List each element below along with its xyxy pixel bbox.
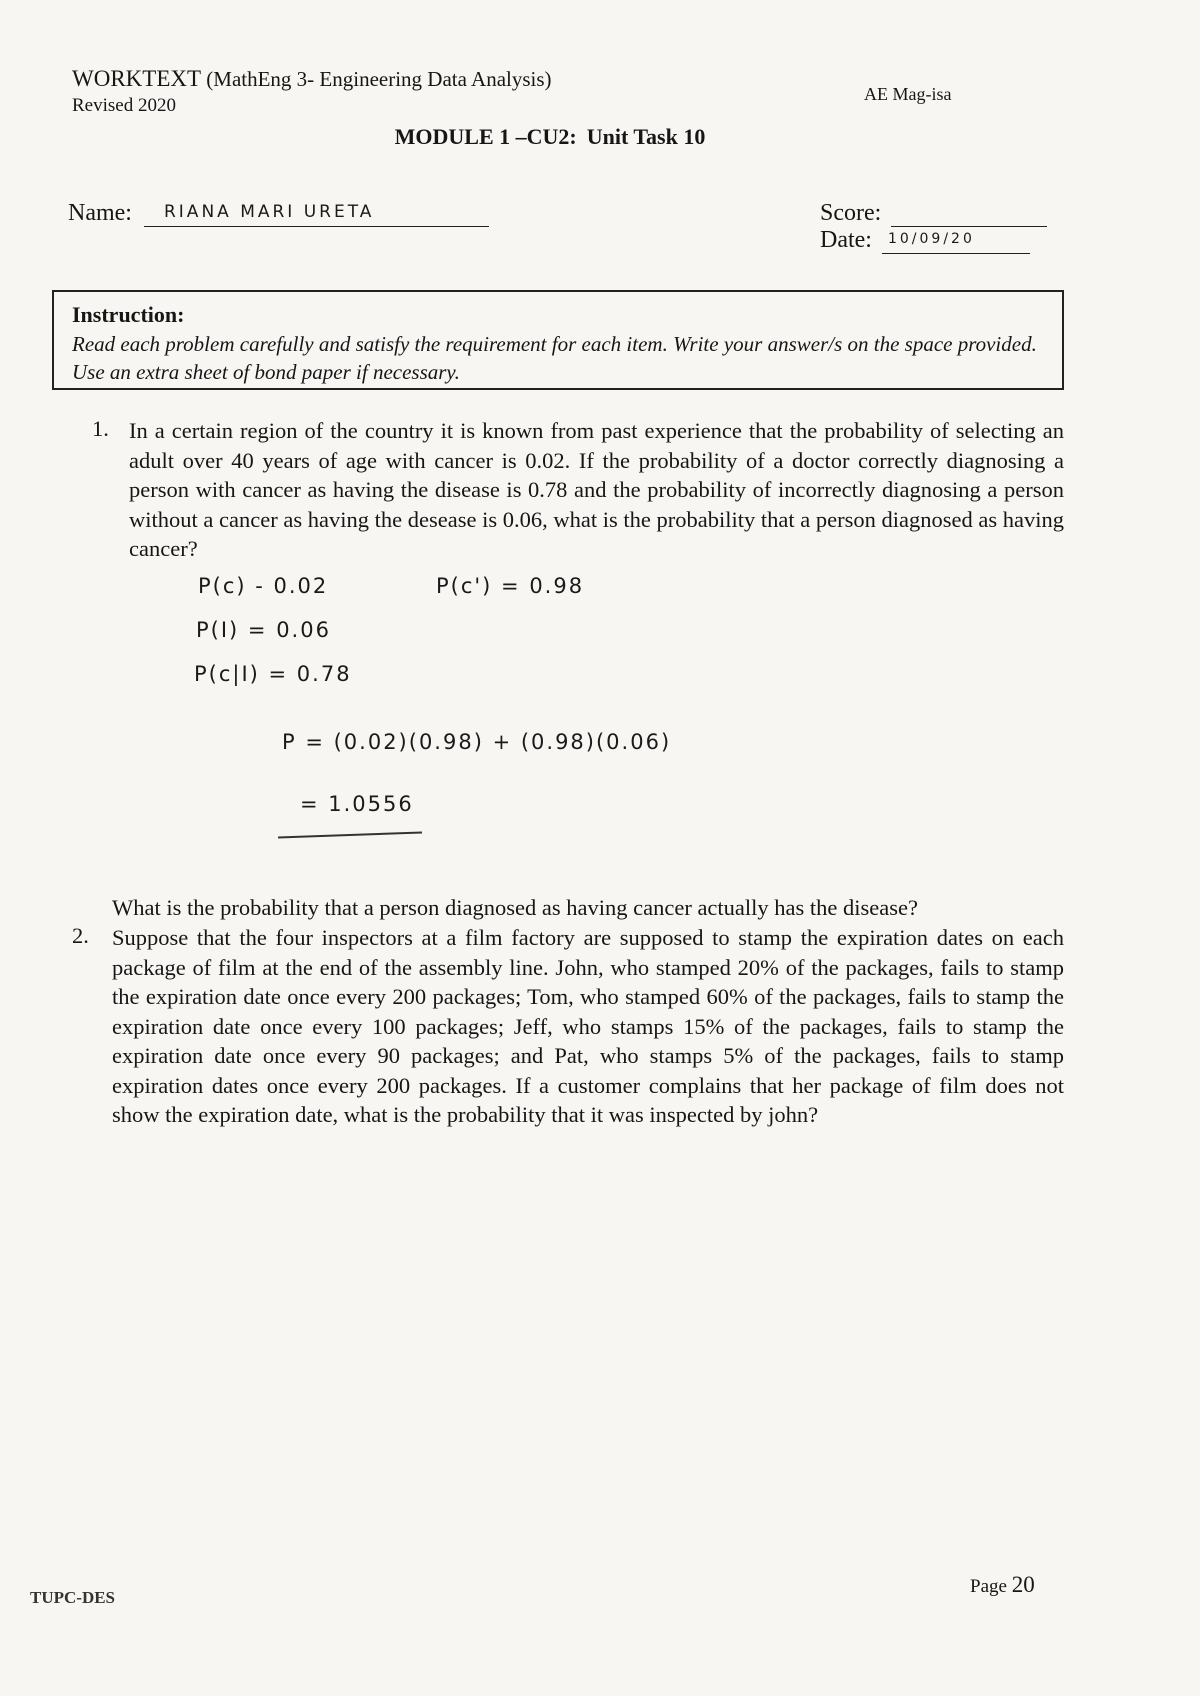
revised-label: Revised 2020 <box>72 95 176 116</box>
name-label: Name: <box>68 200 132 226</box>
score-field[interactable] <box>891 202 1047 227</box>
score-label: Score: <box>820 200 882 226</box>
author-name: AE Mag-isa <box>864 84 952 104</box>
date-field[interactable] <box>882 229 1030 254</box>
worktext-label: WORKTEXT <box>72 66 202 91</box>
instruction-text: Read each problem carefully and satisfy the requirement for each item. Write your answer/s on the space provided. Use an extra sheet of bond paper if necessary. <box>72 332 1037 384</box>
page-number-value: 20 <box>1011 1572 1035 1597</box>
name-field[interactable] <box>144 200 489 227</box>
work-line-4: P = (0.02)(0.98) + (0.98)(0.06) <box>282 730 672 754</box>
course-name: (MathEng 3- Engineering Data Analysis) <box>206 67 552 91</box>
course-title <box>72 68 552 90</box>
page-number <box>970 1572 1035 1598</box>
question-2-text: Suppose that the four inspectors at a film factory are supposed to stamp the expiration dates on each package of film at the end of the assembly line. John, who stamped 20% of the packages, fails to stamp the expiration date once every 200 packages; Tom, who stamped 60% of the packages, fails to stamp the expiration date once every 100 packages; Jeff, who stamps 15% of the packages, fails to stamp the expiration date once every 90 packages; and Pat, who stamps 5% of the packages, fails to stamp expiration dates once every 200 packages. If a customer complains that her package of film does not show the expiration date, what is the probability that it was inspected by john? <box>112 925 1064 1127</box>
date-row <box>820 227 1030 254</box>
score-row <box>820 200 1047 227</box>
instruction-box <box>52 290 1064 390</box>
date-label: Date: <box>820 227 872 253</box>
answer-underline <box>278 831 422 838</box>
instruction-title: Instruction: <box>72 302 185 327</box>
work-line-3: P(c|I) = 0.78 <box>194 662 352 686</box>
question-1-text: In a certain region of the country it is known from past experience that the probability of selecting an adult over 40 years of age with cancer is 0.02. If the probability of a doctor correctly diagnosing a person with cancer as having the disease is 0.78 and the probability of incorrectly diagnosing a person without a cancer as having the desease is 0.06, what is the probability that a person diagnosed as having cancer? <box>129 418 1064 561</box>
date-value: 10/09/20 <box>887 231 975 247</box>
task-label: Unit Task 10 <box>586 124 706 149</box>
module-heading <box>0 124 1100 150</box>
question-1-number: 1. <box>92 416 109 441</box>
question-1-followup: What is the probability that a person diagnosed as having cancer actually has the disease? <box>112 895 918 920</box>
work-line-1b: P(c') = 0.98 <box>436 574 585 598</box>
work-line-1a: P(c) - 0.02 <box>198 574 329 598</box>
module-label: MODULE 1 –CU2: <box>394 124 577 149</box>
page-label: Page <box>970 1576 1007 1597</box>
question-2-number: 2. <box>72 923 89 948</box>
work-line-5: = 1.0556 <box>300 792 414 816</box>
work-line-2: P(I) = 0.06 <box>196 618 331 642</box>
name-value: RIANA MARI URETA <box>163 202 375 222</box>
footer-institution: TUPC-DES <box>30 1588 116 1607</box>
name-row <box>68 200 489 227</box>
